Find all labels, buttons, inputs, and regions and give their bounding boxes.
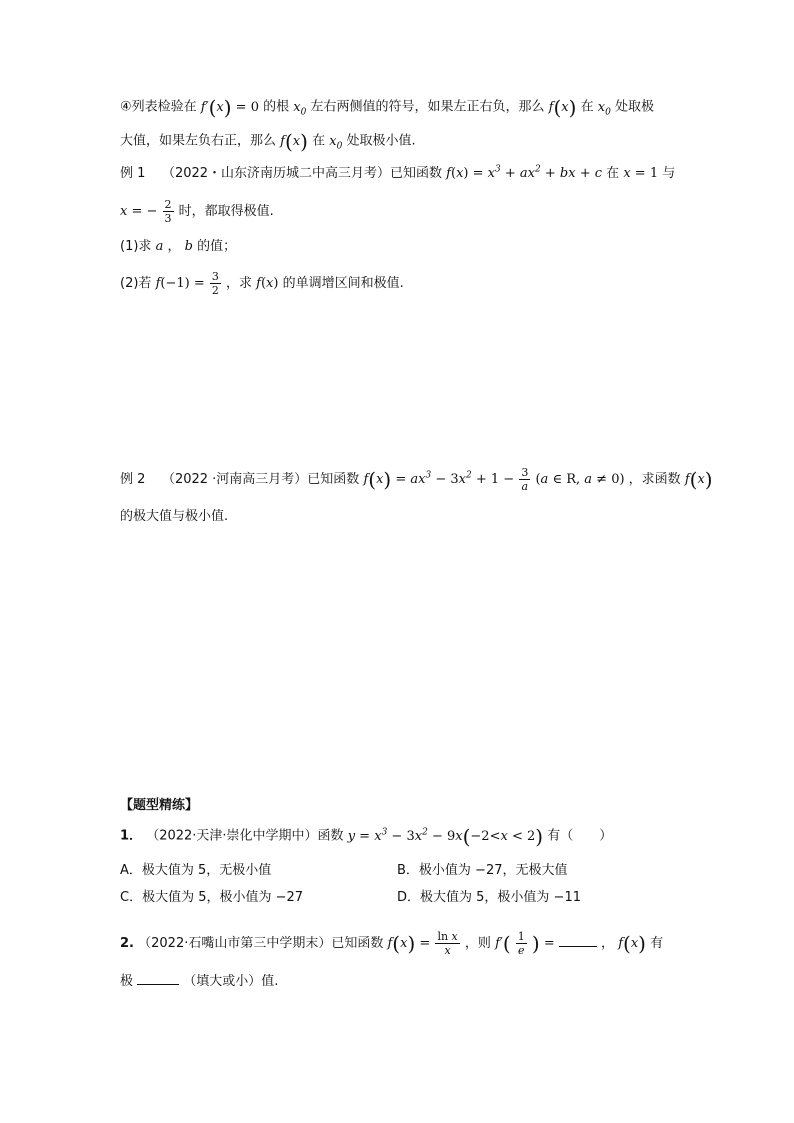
part-text: 的单调增区间和极值.	[282, 276, 404, 291]
intro-text: ④列表检验在	[120, 99, 197, 115]
option-a: A．极大值为 5，无极小值	[120, 863, 272, 878]
example-text: ，求函数	[628, 472, 681, 487]
intro-text: 在	[312, 133, 326, 149]
formula-x-eq-1: x = 1	[623, 166, 659, 181]
answer-blank[interactable]	[137, 970, 179, 985]
example2-line-1	[120, 466, 713, 493]
intro-line-2	[120, 129, 416, 153]
fraction-numerator: 3	[521, 466, 529, 479]
question-text: 极	[120, 974, 134, 989]
fraction: $\frac{\text{ln x}}{x}$	[437, 930, 458, 957]
question-text: （2022·石嘴山市第三中学期末）已知函数	[138, 936, 384, 951]
fraction-denominator: 2	[211, 284, 219, 297]
part-text: ，	[167, 239, 181, 254]
question-number: 1．	[120, 828, 143, 844]
formula-fx: f(x)	[280, 129, 308, 153]
intro-text: 处取极小值.	[346, 133, 416, 149]
formula-condition: (a ∈ R, a ≠ 0)	[535, 472, 625, 487]
formula-derivative-zero: f′(x) = 0	[200, 95, 259, 119]
formula-function: f(x) =	[387, 931, 435, 956]
question-2	[120, 930, 663, 957]
example-text: 的极大值与极小值.	[120, 509, 229, 524]
fraction-numerator: 3	[211, 270, 219, 283]
practice-heading: 【题型精练】	[120, 798, 199, 813]
example1-line-2	[120, 198, 274, 225]
formula-x0: $x_0$	[597, 99, 611, 118]
formula-fx: f(x)	[684, 467, 713, 492]
example-source: （2022・山东济南历城二中高三月考）已知函数	[161, 166, 443, 181]
fraction	[210, 270, 221, 297]
intro-text: 处取极	[614, 99, 654, 115]
formula-derivative: ) =	[531, 931, 559, 956]
question-text: （2022·天津·崇化中学期中）函数	[146, 828, 344, 844]
fraction: $\frac{1}{e}$	[517, 930, 525, 957]
intro-text: 的根	[263, 99, 290, 115]
fraction	[519, 466, 530, 493]
fraction	[163, 198, 174, 225]
part-text: ，求	[225, 276, 252, 291]
example-text: 与	[662, 166, 676, 181]
formula-x0: $x_0$	[293, 99, 307, 118]
example1-part-1	[120, 238, 236, 256]
example-text: 时，都取得极值.	[178, 204, 274, 219]
part-text: 的值；	[197, 239, 237, 254]
example-label: 例 2	[120, 472, 146, 487]
example-source: （2022 ·河南高三月考）已知函数	[161, 472, 360, 487]
fraction-numerator: 2	[164, 198, 172, 211]
intro-line-1	[120, 95, 654, 119]
formula-fx: f(x)	[618, 931, 646, 956]
example-text: 在	[606, 166, 620, 181]
example1-line-1	[120, 165, 675, 183]
example-label: 例 1	[120, 166, 146, 181]
formula-function: $f(x) = x^3 + ax^2$ + bx + c	[446, 164, 603, 181]
intro-text: 左右两侧值的符号，如果左正右负，那么	[310, 99, 545, 115]
part-text: (1)求	[120, 239, 152, 254]
formula-x0: $x_0$	[329, 133, 343, 152]
formula-function: $f(x) = ax^3 - 3x^2 + 1$ −	[363, 467, 519, 492]
question-number: 2.	[120, 936, 134, 951]
formula-fx: f(x)	[256, 276, 279, 291]
answer-blank[interactable]	[559, 932, 597, 947]
fraction-denominator: a	[521, 480, 529, 493]
formula-fx: f(x)	[548, 95, 577, 119]
fraction-denominator: 3	[164, 212, 172, 225]
example1-part-2	[120, 270, 404, 297]
intro-text: 在	[580, 99, 594, 115]
option-d: D．极大值为 5，极小值为 −11	[397, 890, 581, 905]
variable-a: a	[155, 239, 164, 254]
formula-f-neg1: f(−1) =	[155, 276, 209, 291]
option-c: C．极大值为 5，极小值为 −27	[120, 890, 304, 905]
question-text: ，则	[464, 936, 491, 951]
question-text: （填大或小）值.	[183, 974, 279, 989]
formula-function: $y = x^3 - 3x^2 - 9x(-2<x < 2)$	[347, 824, 544, 848]
formula-derivative: f′(	[495, 931, 511, 956]
formula-x-eq: x = −	[120, 204, 158, 219]
variable-b: b	[184, 239, 193, 254]
question-1	[120, 824, 613, 848]
part-text: (2)若	[120, 276, 152, 291]
question-text: ，	[601, 936, 615, 951]
option-b: B．极小值为 −27，无极大值	[397, 863, 568, 878]
intro-text: 大值，如果左负右正，那么	[120, 133, 277, 149]
question-text: 有（ ）	[547, 828, 613, 844]
question-text: 有	[650, 936, 664, 951]
example2-line-2	[120, 508, 228, 526]
question-2-line-2	[120, 970, 278, 991]
